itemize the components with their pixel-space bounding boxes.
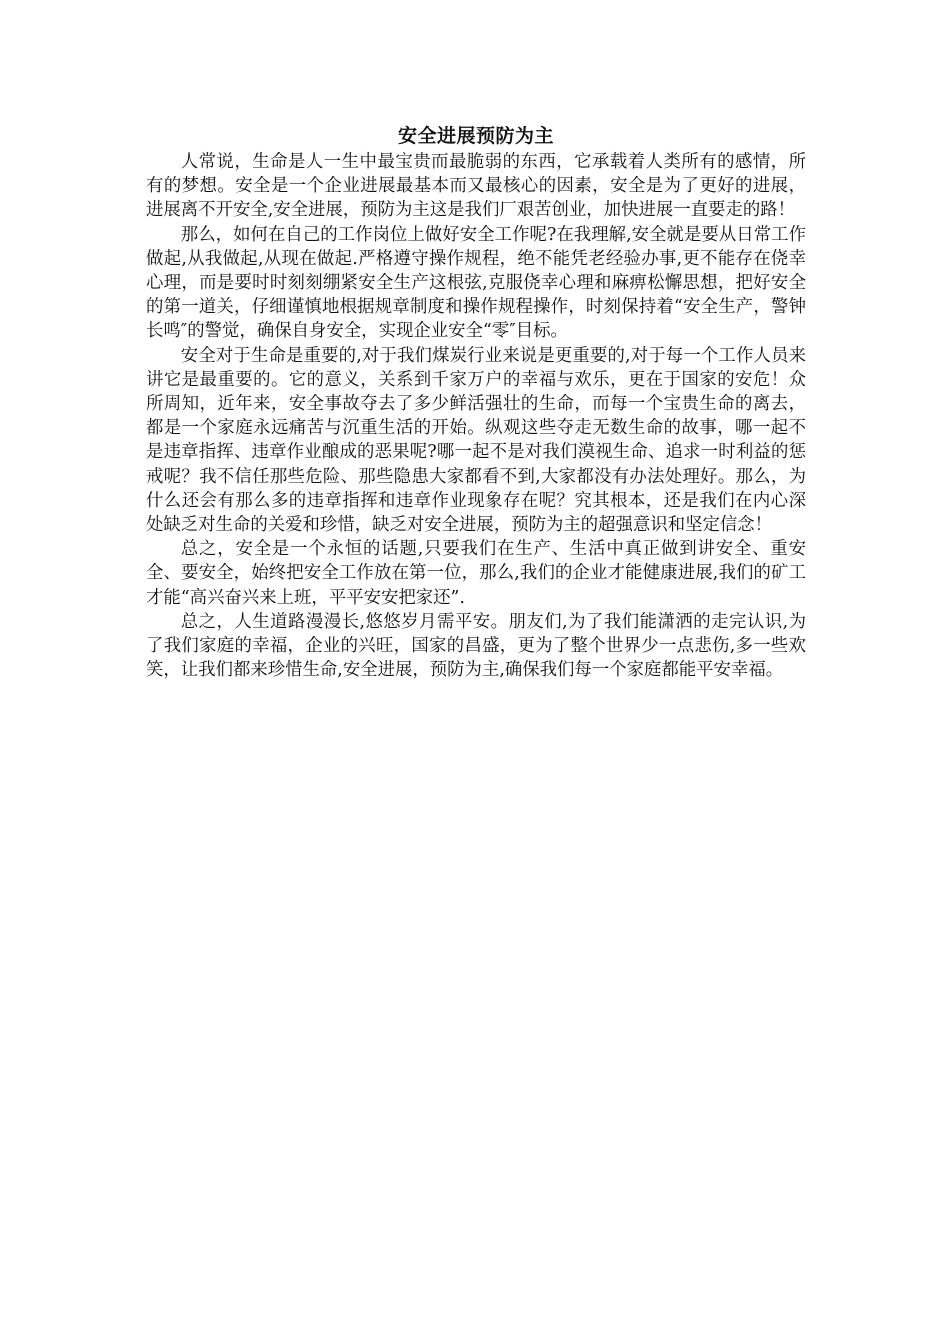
paragraph-3: 安全对于生命是重要的,对于我们煤炭行业来说是更重要的,对于每一个工作人员来讲它是最重要的。它的意义，关系到千家万户的幸福与欢乐，更在于国家的安危！众所周知，近年来，安全事故夺去了多少鲜活强壮的生命，而每一个宝贵生命的离去，都是一个家庭永远痛苦与沉重生活的开始。纵观这些夺走无数生命的故事，哪一起不是违章指挥、违章作业酿成的恶果呢?哪一起不是对我们漠视生命、追求一时利益的惩戒呢？我不信任那些危险、那些隐患大家都看不到,大家都没有办法处理好。那么，为什么还会有那么多的违章指挥和违章作业现象存在呢？究其根本，还是我们在内心深处缺乏对生命的关爱和珍惜，缺乏对安全进展，预防为主的超强意识和坚定信念！ [146,345,806,536]
paragraph-4: 总之，安全是一个永恒的话题,只要我们在生产、生活中真正做到讲安全、重安全、要安全，始终把安全工作放在第一位，那么,我们的企业才能健康进展,我们的矿工才能“高兴奋兴来上班，平平安安把家还”. [146,539,806,608]
page-title: 安全进展预防为主 [397,125,554,147]
document-body [146,122,806,682]
paragraph-2: 那么，如何在自己的工作岗位上做好安全工作呢?在我理解,安全就是要从日常工作做起,从我做起,从现在做起.严格遵守操作规程，绝不能凭老经验办事,更不能存在侥幸心理，而是要时时刻刻绷紧安全生产这根弦,克服侥幸心理和麻痹松懈思想，把好安全的第一道关，仔细谨慎地根据规章制度和操作规程操作，时刻保持着“安全生产，警钟长鸣″的警觉，确保自身安全，实现企业安全“零″目标。 [146,224,806,342]
paragraph-5: 总之，人生道路漫漫长,悠悠岁月需平安。朋友们,为了我们能潇洒的走完认识,为了我们家庭的幸福，企业的兴旺，国家的昌盛，更为了整个世界少一点悲伤,多一些欢笑，让我们都来珍惜生命,安全进展，预防为主,确保我们每一个家庭都能平安幸福。 [146,611,806,681]
paragraph-1: 人常说，生命是人一生中最宝贵而最脆弱的东西，它承载着人类所有的感情，所有的梦想。安全是一个企业进展最基本而又最核心的因素，安全是为了更好的进展，进展离不开安全,安全进展，预防为主这是我们厂艰苦创业，加快进展一直要走的路！ [146,152,806,221]
